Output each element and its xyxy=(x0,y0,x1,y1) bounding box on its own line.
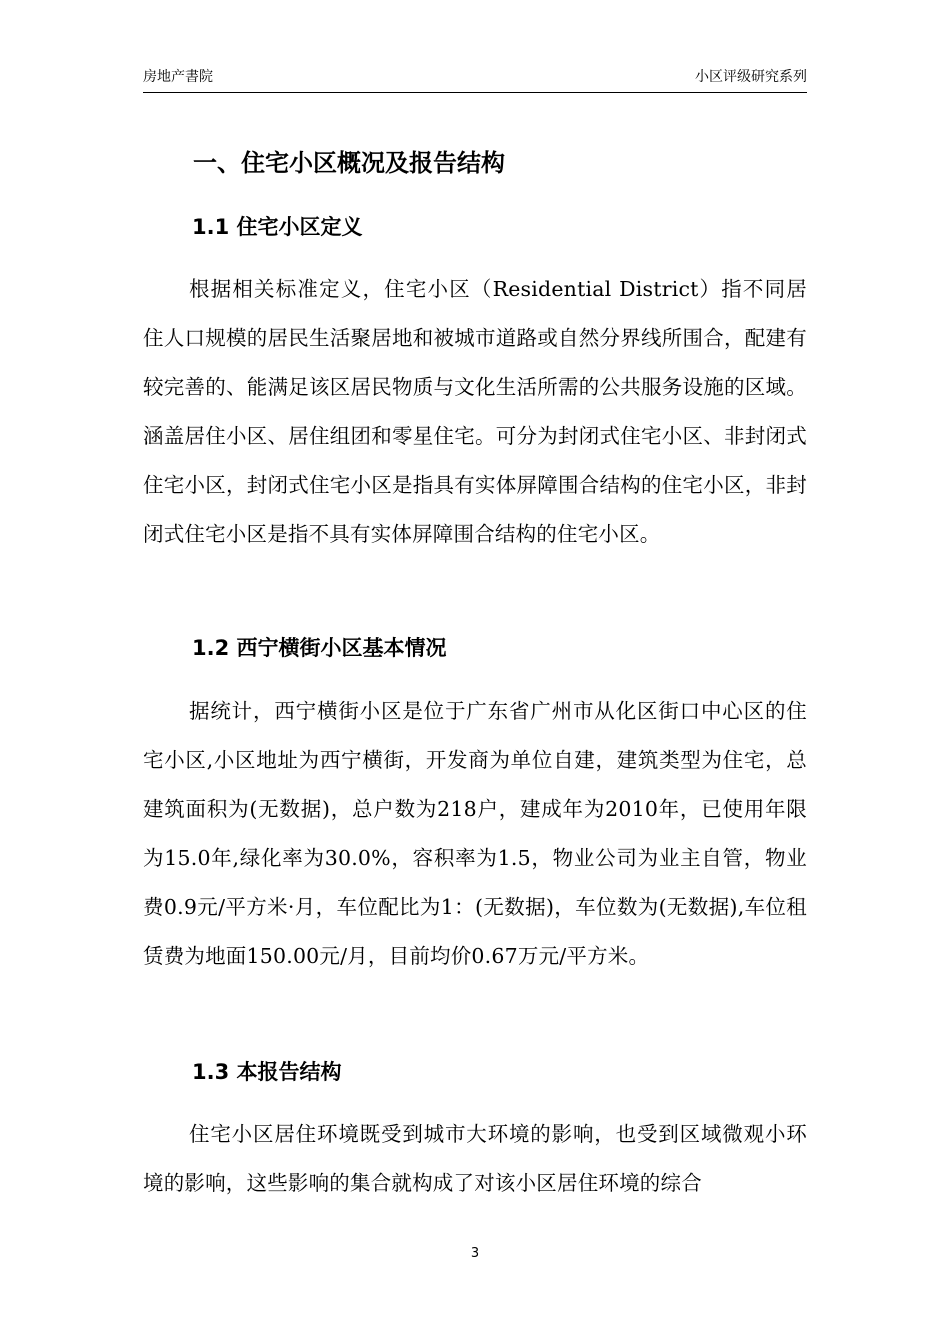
header-publisher: 房地产書院 xyxy=(143,69,213,85)
header-series-title: 小区评级研究系列 xyxy=(695,69,807,85)
section-paragraph-1-1: 根据相关标准定义，住宅小区（Residential District）指不同居住人口规模的居民生活聚居地和被城市道路或自然分界线所围合，配建有较完善的、能满足该区居民物质与文化生活所需的公共服务设施的区域。涵盖居住小区、居住组团和零星住宅。可分为封闭式住宅小区、非封闭式住宅小区，封闭式住宅小区是指具有实体屏障围合结构的住宅小区，非封闭式住宅小区是指不具有实体屏障围合结构的住宅小区。 xyxy=(143,277,807,546)
page-header xyxy=(143,66,807,93)
page-number: 3 xyxy=(470,1246,480,1261)
section-heading-1-1: 1.1 住宅小区定义 xyxy=(192,215,363,239)
section-paragraph-1-2: 据统计，西宁横街小区是位于广东省广州市从化区街口中心区的住宅小区,小区地址为西宁横街，开发商为单位自建，建筑类型为住宅，总建筑面积为(无数据)，总户数为218户，建成年为2010年，已使用年限为15.0年,绿化率为30.0%，容积率为1.5，物业公司为业主自管，物业费0.9元/平方米·月，车位配比为1：(无数据)，车位数为(无数据),车位租赁费为地面150.00元/月，目前均价0.67万元/平方米。 xyxy=(143,699,807,968)
section-paragraph-1-3: 住宅小区居住环境既受到城市大环境的影响，也受到区域微观小环境的影响，这些影响的集合就构成了对该小区居住环境的综合 xyxy=(143,1122,807,1195)
chapter-title: 一、住宅小区概况及报告结构 xyxy=(193,149,505,177)
section-heading-1-2: 1.2 西宁横街小区基本情况 xyxy=(192,636,447,660)
section-heading-1-3: 1.3 本报告结构 xyxy=(192,1060,342,1084)
